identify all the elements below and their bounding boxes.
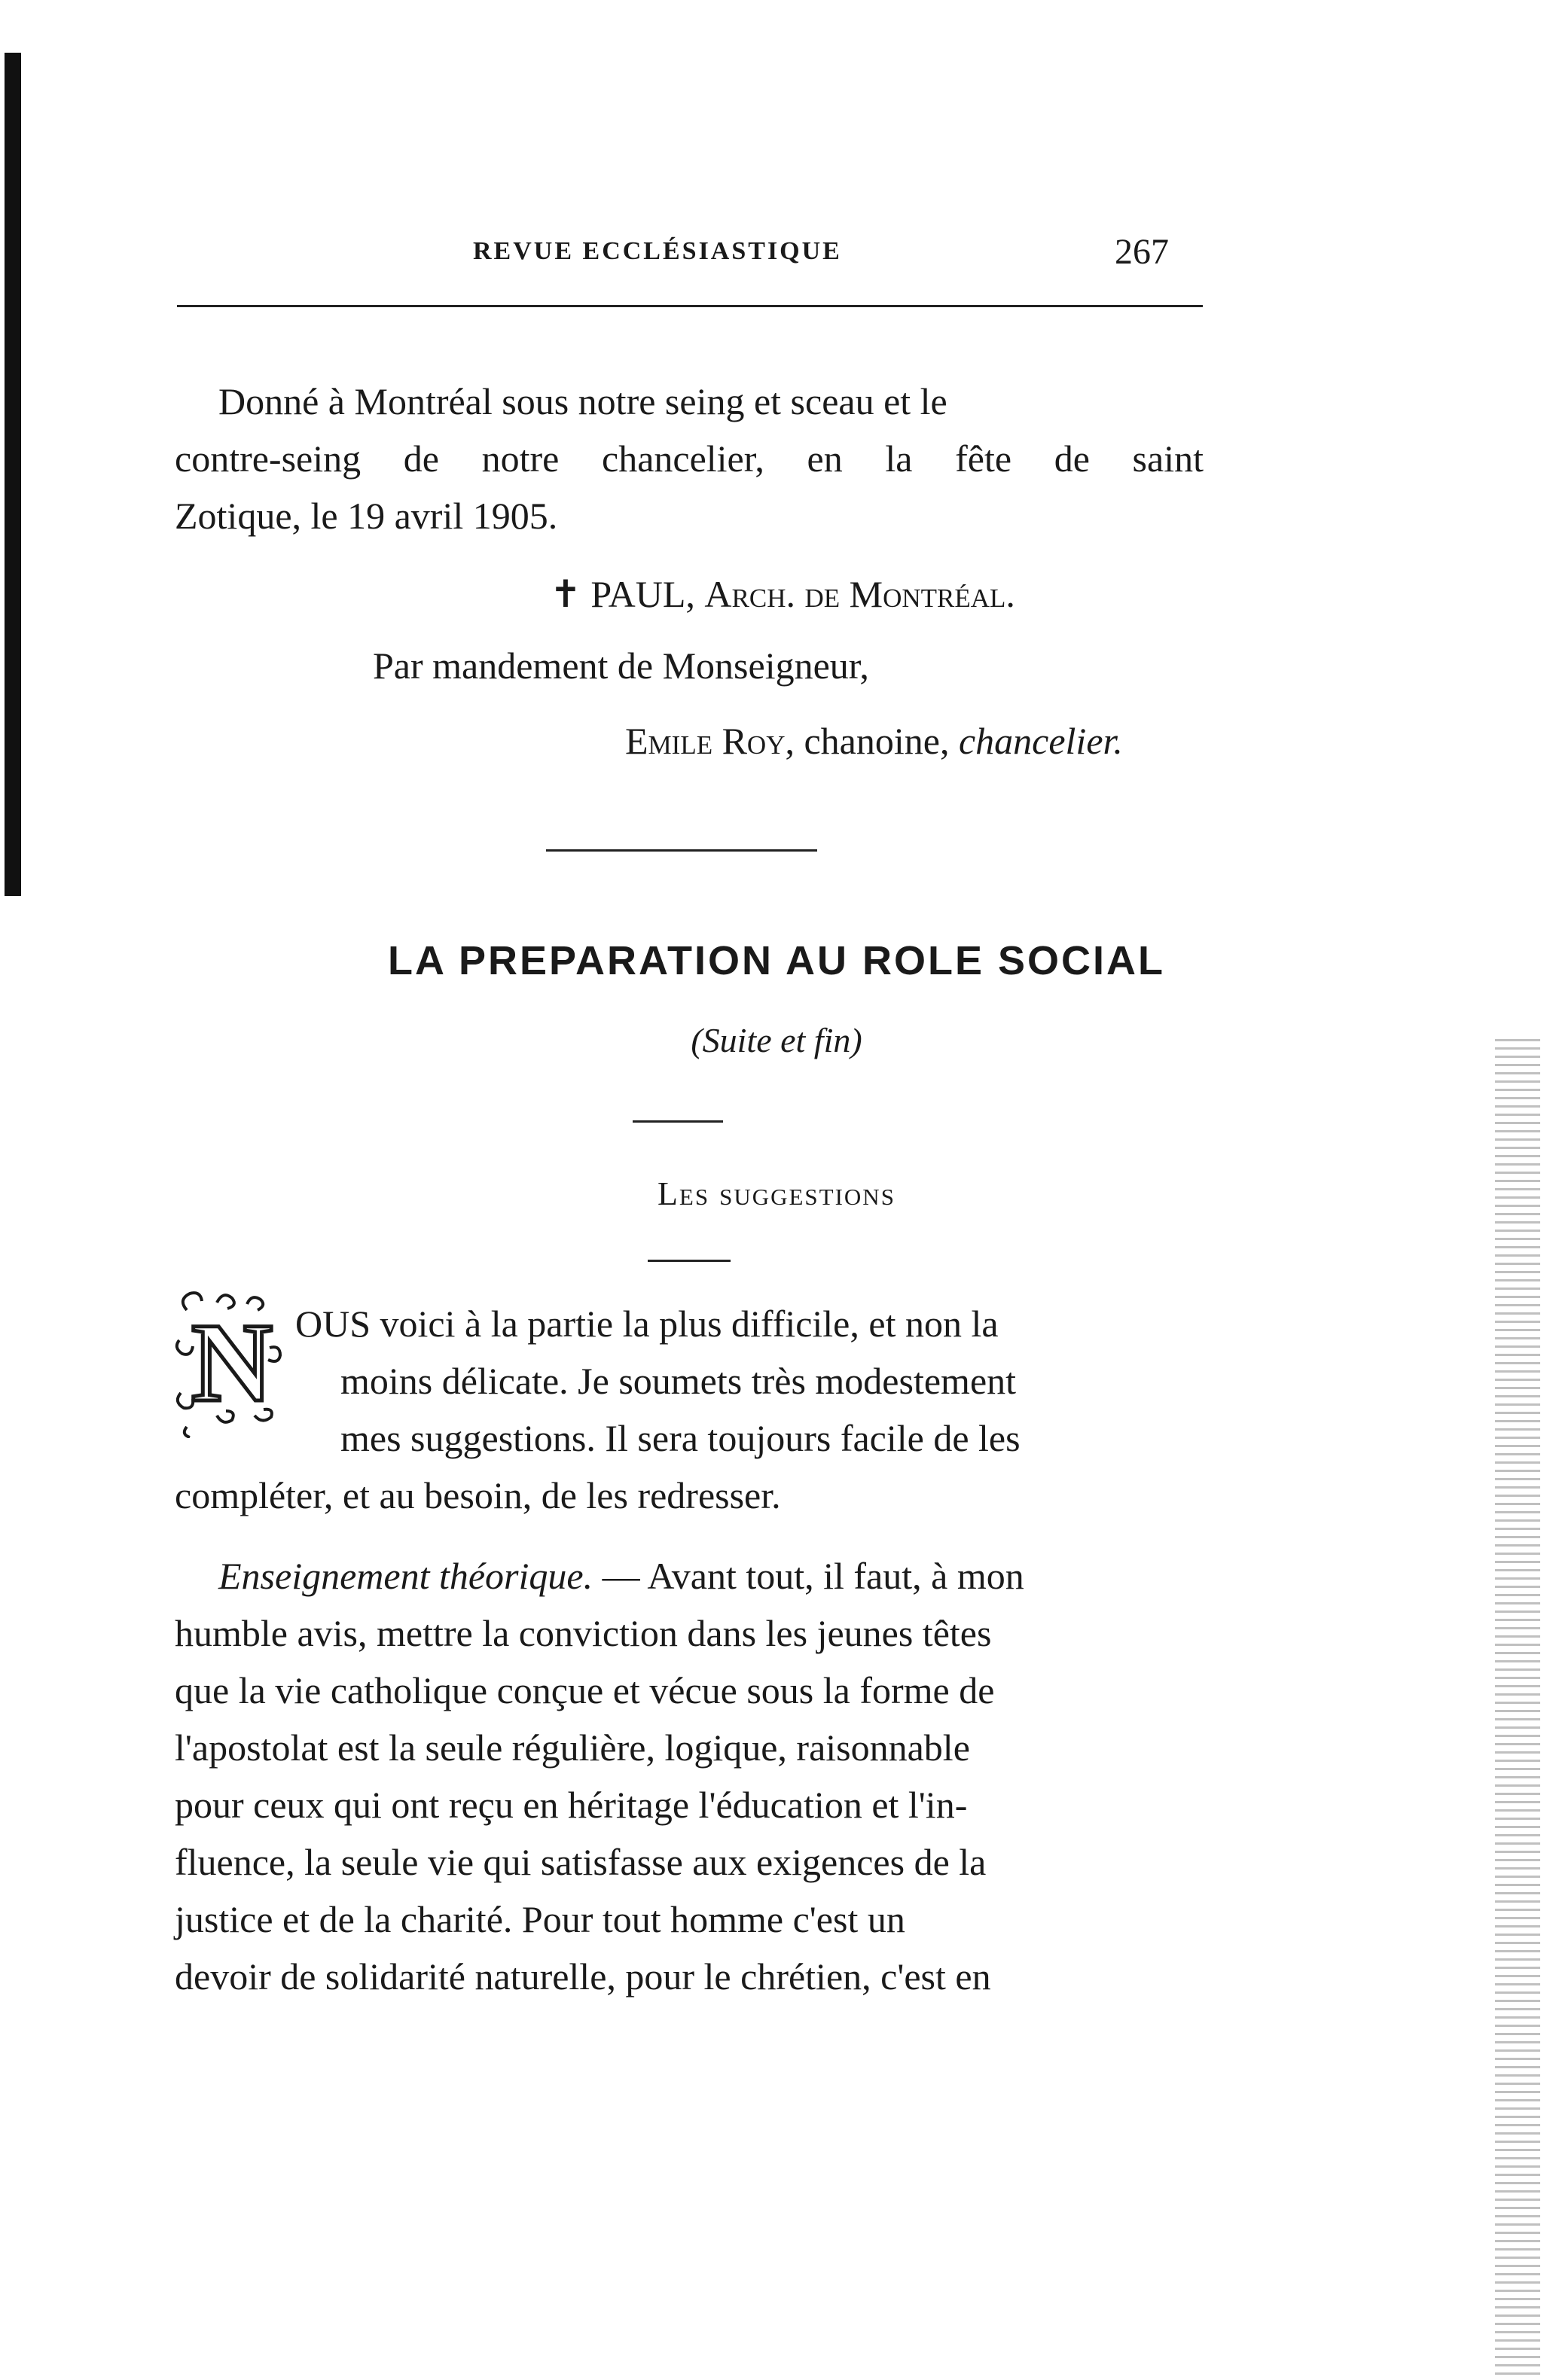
theory-first-line: [175, 1547, 1204, 1604]
scan-noise-right: [1495, 1039, 1540, 2379]
chancellor-role: chanoine,: [804, 720, 950, 762]
cross-icon: ✝: [550, 573, 581, 615]
chancellor-name: Emile Roy,: [625, 720, 795, 762]
closing-line: Zotique, le 19 avril 1905.: [175, 495, 558, 537]
section-divider: [546, 849, 817, 852]
theory-paragraph: [175, 1547, 1204, 2005]
intro-line: moins délicate. Je soumets très modestement: [340, 1360, 1017, 1402]
closing-line: Donné à Montréal sous notre seing et sceau et le: [218, 380, 947, 422]
signature-title: Arch. de Montréal.: [704, 573, 1015, 615]
intro-paragraph: [175, 1295, 1204, 1524]
theory-line: justice et de la charité. Pour tout homme c'est un: [175, 1898, 905, 1940]
running-title: REVUE ECCLÉSIASTIQUE: [473, 237, 842, 265]
theory-line: — Avant tout, il faut, à mon: [593, 1555, 1024, 1597]
running-header: [0, 232, 1553, 275]
theory-line: fluence, la seule vie qui satisfasse aux exigences de la: [175, 1841, 987, 1883]
heading-divider: [648, 1260, 731, 1262]
theory-line: pour ceux qui ont reçu en héritage l'éducation et l'in-: [175, 1784, 968, 1826]
theory-line: humble avis, mettre la conviction dans les jeunes têtes: [175, 1612, 992, 1654]
page-number: 267: [1115, 232, 1169, 272]
theory-lead: Enseignement théorique.: [218, 1555, 593, 1597]
section-heading: Les suggestions: [658, 1175, 895, 1212]
closing-line: contre-seing de notre chancelier, en la fête de saint: [175, 437, 1204, 480]
intro-line: mes suggestions. Il sera toujours facile de les: [340, 1417, 1021, 1459]
archbishop-signature: [550, 572, 1015, 616]
signature-name: PAUL,: [590, 573, 695, 615]
article-subtitle: (Suite et fin): [691, 1021, 862, 1059]
title-divider: [633, 1120, 723, 1123]
mandate-line: Par mandement de Monseigneur,: [373, 645, 869, 687]
intro-line: compléter, et au besoin, de les redresser.: [175, 1474, 781, 1516]
closing-paragraph: [175, 373, 1204, 544]
scan-shadow-left: [5, 53, 21, 896]
intro-line: OUS voici à la partie la plus difficile, et non la: [295, 1303, 999, 1345]
header-rule: [177, 305, 1203, 307]
article-title: LA PREPARATION AU ROLE SOCIAL: [388, 938, 1165, 983]
theory-line: devoir de solidarité naturelle, pour le chrétien, c'est en: [175, 1955, 991, 1998]
theory-line: l'apostolat est la seule régulière, logique, raisonnable: [175, 1726, 970, 1769]
theory-line: que la vie catholique conçue et vécue sous la forme de: [175, 1669, 995, 1711]
chancellor-signature: [625, 719, 1123, 763]
dropcap-letter: N: [191, 1300, 273, 1425]
chancellor-title: chancelier.: [958, 720, 1123, 762]
